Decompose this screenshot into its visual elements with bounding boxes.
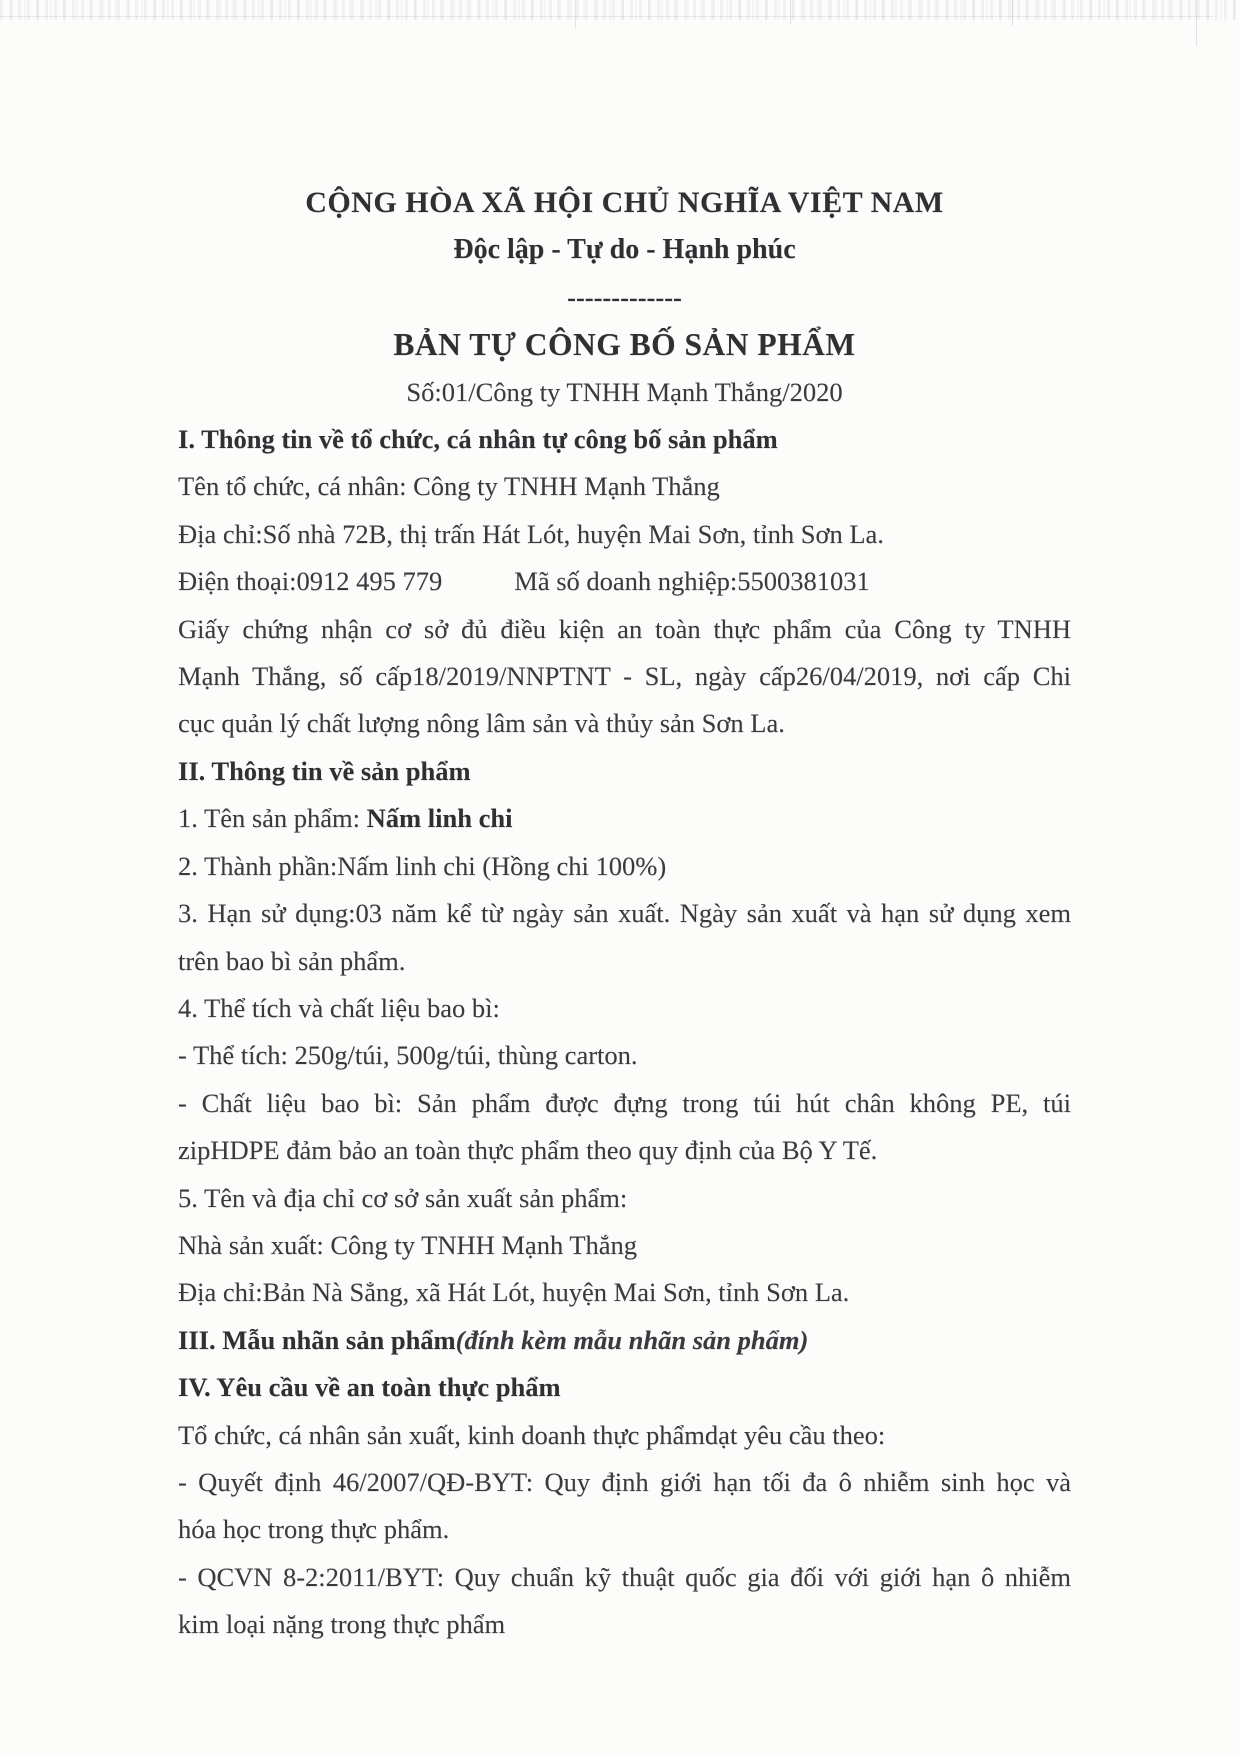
national-motto: Độc lập - Tự do - Hạnh phúc [453,234,796,266]
document-number: Số:01/Công ty TNHH Mạnh Thắng/2020 [406,376,843,407]
product-name-line [178,795,1071,842]
certificate-line-2: Mạnh Thắng, số cấp18/2019/NNPTNT - SL, ngày cấp26/04/2019, nơi cấp Chi [178,661,1071,692]
document-title: BẢN TỰ CÔNG BỐ SẢN PHẨM [393,327,856,363]
scanner-artifact-tick [790,0,791,24]
phone-number: Điện thoại:0912 495 779 [178,566,443,597]
section3-heading: III. Mẫu nhãn sản phẩm [178,1324,456,1355]
shelf-life-line-2: trên bao bì sản phẩm. [178,945,406,976]
phone-and-business-code-line [178,558,1071,605]
org-name-line: Tên tổ chức, cá nhân: Công ty TNHH Mạnh Thắng [178,471,720,502]
section4-intro-line: Tổ chức, cá nhân sản xuất, kinh doanh thực phẩmdạt yêu cầu theo: [178,1419,886,1450]
product-name-label: 1. Tên sản phẩm: [178,803,367,834]
volume-line: - Thể tích: 250g/túi, 500g/túi, thùng carton. [178,1040,638,1071]
ingredients-line: 2. Thành phần:Nấm linh chi (Hồng chi 100%) [178,850,667,881]
material-line-2: zipHDPE đảm bảo an toàn thực phẩm theo quy định của Bộ Y Tế. [178,1135,878,1166]
national-title: CỘNG HÒA XÃ HỘI CHỦ NGHĨA VIỆT NAM [305,186,944,219]
scanner-edge-line [0,16,1213,17]
certificate-line-1: Giấy chứng nhận cơ sở đủ điều kiện an toàn thực phẩm của Công ty TNHH [178,613,1071,644]
section2-heading: II. Thông tin về sản phẩm [178,755,471,786]
document-content [178,179,1071,1649]
scanner-artifact-tick [575,0,576,28]
producer-line: Nhà sản xuất: Công ty TNHH Mạnh Thắng [178,1229,638,1260]
producer-heading-line: 5. Tên và địa chỉ cơ sở sản xuất sản phẩm: [178,1182,628,1213]
scanner-artifact-tick [1196,0,1197,46]
packaging-heading-line: 4. Thể tích và chất liệu bao bì: [178,992,500,1023]
section3-heading-note: (đính kèm mẫu nhãn sản phẩm) [455,1324,809,1355]
scanner-noise-band [0,0,1241,20]
section1-heading: I. Thông tin về tổ chức, cá nhân tự công bố sản phẩm [178,424,778,455]
requirement1-line-2: hóa học trong thực phẩm. [178,1514,450,1545]
motto-separator: ------------- [567,281,682,312]
requirement2-line-2: kim loại nặng trong thực phẩm [178,1609,506,1640]
requirement2-line-1: - QCVN 8-2:2011/BYT: Quy chuẩn kỹ thuật quốc gia đối với giới hạn ô nhiễm [178,1561,1071,1592]
business-code: Mã số doanh nghiệp:5500381031 [514,566,870,597]
org-address-line: Địa chỉ:Số nhà 72B, thị trấn Hát Lót, huyện Mai Sơn, tỉnh Sơn La. [178,518,884,549]
product-name-value: Nấm linh chi [366,803,513,834]
producer-address-line: Địa chỉ:Bản Nà Sẳng, xã Hát Lót, huyện Mai Sơn, tỉnh Sơn La. [178,1277,850,1308]
certificate-line-3: cục quản lý chất lượng nông lâm sản và thủy sản Sơn La. [178,708,785,739]
material-line-1: - Chất liệu bao bì: Sản phẩm được đựng trong túi hút chân không PE, túi [178,1087,1071,1118]
shelf-life-line-1: 3. Hạn sử dụng:03 năm kể từ ngày sản xuất. Ngày sản xuất và hạn sử dụng xem [178,898,1071,929]
scanner-artifact-tick [1012,0,1013,26]
section3-heading-line [178,1317,1071,1364]
requirement1-line-1: - Quyết định 46/2007/QĐ-BYT: Quy định giới hạn tối đa ô nhiễm sinh học và [178,1466,1071,1497]
section4-heading: IV. Yêu cầu về an toàn thực phẩm [178,1372,561,1403]
